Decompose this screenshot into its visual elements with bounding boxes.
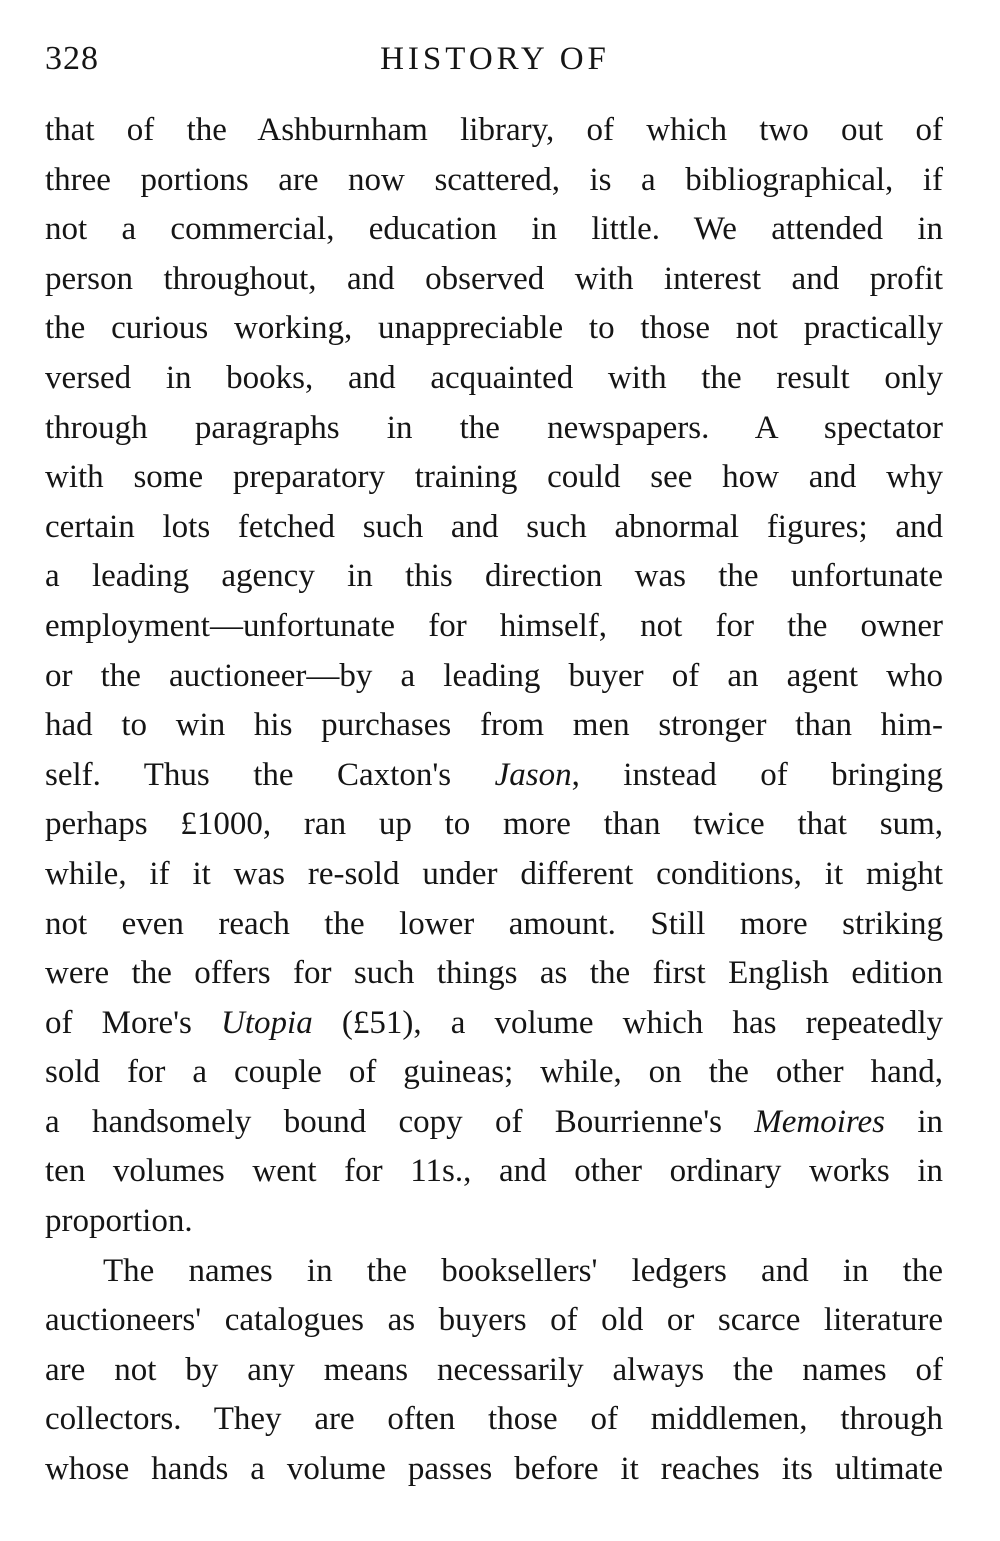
paragraph <box>45 106 943 1247</box>
text-line: versed in books, and acquainted with the result only <box>45 359 943 396</box>
text-line: through paragraphs in the newspapers. A spectator <box>45 409 943 446</box>
text-line: ten volumes went for 11s., and other ordinary works in <box>45 1153 943 1190</box>
text-run: (£51), a volume which has repeatedly <box>312 1004 943 1041</box>
italic-title: Utopia <box>221 1004 313 1041</box>
italic-title: Jason <box>494 756 572 793</box>
text-line: not a commercial, education in little. We attended in <box>45 211 943 248</box>
text-line <box>45 999 943 1049</box>
text-line: the curious working, unappreciable to those not practically <box>45 310 943 347</box>
text-line: not even reach the lower amount. Still more striking <box>45 905 943 942</box>
text-line: were the offers for such things as the first English edition <box>45 955 943 992</box>
text-run: self. Thus the Caxton's <box>45 756 495 793</box>
text-line: auctioneers' catalogues as buyers of old or scarce literature <box>45 1302 943 1339</box>
text-line <box>45 751 943 801</box>
text-line: had to win his purchases from men stronger than him- <box>45 707 943 744</box>
paragraph <box>45 1247 943 1495</box>
text-line: while, if it was re-sold under different conditions, it might <box>45 855 943 892</box>
page-number: 328 <box>45 40 99 77</box>
page-header <box>45 34 945 84</box>
text-line: a leading agency in this direction was the unfortunate <box>45 558 943 595</box>
italic-title: Memoires <box>754 1103 886 1140</box>
running-head: HISTORY OF <box>380 41 610 77</box>
text-line: sold for a couple of guineas; while, on the other hand, <box>45 1054 943 1091</box>
text-line: employment—unfortunate for himself, not for the owner <box>45 607 943 644</box>
text-line <box>45 1098 943 1148</box>
text-line: that of the Ashburnham library, of which two out of <box>45 112 943 148</box>
text-line: certain lots fetched such and such abnormal figures; and <box>45 508 943 545</box>
text-run: , instead of bringing <box>571 756 943 793</box>
text-line: The names in the booksellers' ledgers and in the <box>103 1252 943 1289</box>
text-line: or the auctioneer—by a leading buyer of an agent who <box>45 657 943 694</box>
text-line: proportion. <box>45 1203 193 1240</box>
text-line: person throughout, and observed with interest and profit <box>45 260 943 297</box>
text-run: of More's <box>45 1004 222 1041</box>
text-line: are not by any means necessarily always the names of <box>45 1351 943 1388</box>
body-text <box>45 106 943 1495</box>
text-line: three portions are now scattered, is a bibliographical, if <box>45 161 943 198</box>
text-line: perhaps £1000, ran up to more than twice that sum, <box>45 806 943 843</box>
text-line: whose hands a volume passes before it reaches its ultimate <box>45 1451 943 1488</box>
text-run: in <box>885 1103 943 1140</box>
text-line: collectors. They are often those of middlemen, through <box>45 1401 943 1438</box>
text-run: a handsomely bound copy of Bourrienne's <box>45 1103 755 1140</box>
text-line: with some preparatory training could see how and why <box>45 459 943 496</box>
